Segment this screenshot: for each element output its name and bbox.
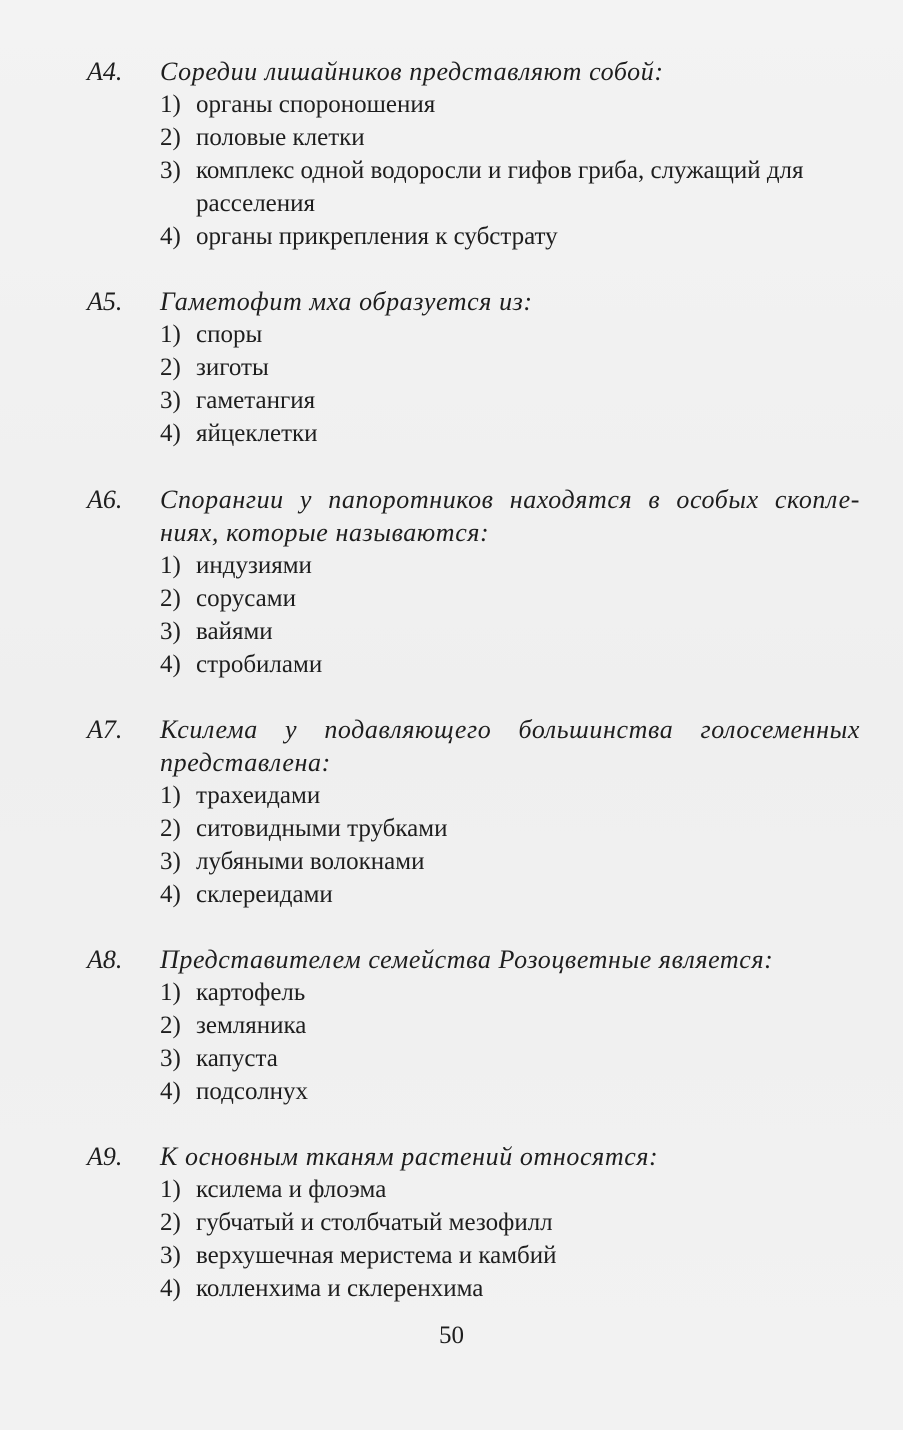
question-text [160,285,860,318]
option-number: 2) [160,1012,181,1039]
option-text-continuation: расселения [196,190,316,217]
question-text [160,943,860,976]
option-number: 3) [160,618,181,645]
option-number: 2) [160,354,181,381]
question-text-line: Представителем семейства Розоцветные является: [160,945,774,974]
answer-option [160,549,312,582]
option-number: 3) [160,848,181,875]
answer-option [160,615,273,648]
option-text: вайями [196,618,273,645]
answer-option [160,812,447,845]
option-text: гаметангия [196,387,316,414]
option-number: 4) [160,223,181,250]
answer-option [160,121,365,154]
answer-option [160,1206,553,1239]
answer-option [160,1009,306,1042]
option-number: 4) [160,881,181,908]
option-text: колленхима и склеренхима [196,1275,484,1302]
option-text: половые клетки [196,124,365,151]
option-number: 1) [160,979,181,1006]
option-number: 4) [160,1078,181,1105]
question-number: А6. [87,485,123,514]
answer-option [160,1239,557,1272]
option-number: 2) [160,124,181,151]
option-number: 1) [160,321,181,348]
answer-option [160,845,424,878]
answer-option [160,220,558,253]
option-number: 4) [160,1275,181,1302]
answer-option [160,88,435,121]
question-text-line: Ксилема у подавляющего большинства голосеменных [160,715,860,744]
answer-option [160,648,322,681]
option-number: 2) [160,585,181,612]
option-number: 3) [160,157,181,184]
question-number: А5. [87,287,123,316]
answer-option [160,417,318,450]
question-number: А8. [87,945,123,974]
question-text [160,55,860,88]
option-number: 1) [160,91,181,118]
option-text: губчатый и столбчатый мезофилл [196,1209,553,1236]
option-text: капуста [196,1045,278,1072]
question-text-line: представлена: [160,748,331,777]
answer-option [160,351,269,384]
answer-option [160,878,333,911]
option-text: органы спороношения [196,91,436,118]
option-number: 3) [160,1045,181,1072]
option-number: 3) [160,1242,181,1269]
answer-option [160,384,315,417]
answer-option [160,779,320,812]
option-text: органы прикрепления к субстрату [196,223,558,250]
answer-option [160,1042,278,1075]
option-text: споры [196,321,263,348]
option-number: 3) [160,387,181,414]
option-number: 2) [160,815,181,842]
option-text: индузиями [196,552,312,579]
question-text [160,1140,860,1173]
option-text: комплекс одной водоросли и гифов гриба, служащий для [196,157,804,184]
answer-option [160,1173,386,1206]
option-number: 4) [160,420,181,447]
question-number: А4. [87,57,123,86]
option-number: 2) [160,1209,181,1236]
option-text: картофель [196,979,306,1006]
option-text: верхушечная меристема и камбий [196,1242,557,1269]
answer-option [160,154,804,187]
option-number: 1) [160,552,181,579]
answer-option [160,582,296,615]
option-number: 1) [160,1176,181,1203]
option-text: склереидами [196,881,333,908]
option-text: яйцеклетки [196,420,318,447]
answer-option [160,976,305,1009]
option-number: 4) [160,651,181,678]
option-text: ксилема и флоэма [196,1176,387,1203]
question-number: А9. [87,1142,123,1171]
option-number: 1) [160,782,181,809]
option-text: земляника [196,1012,307,1039]
answer-option [160,1272,483,1305]
option-text: зиготы [196,354,269,381]
option-text: стробилами [196,651,323,678]
page-number: 50 [439,1322,464,1349]
option-text: сорусами [196,585,296,612]
option-text: ситовидными трубками [196,815,448,842]
question-number: А7. [87,715,123,744]
question-text-line: Спорангии у папоротников находятся в особых скопле- [160,485,860,514]
question-text-line: ниях, которые называются: [160,518,490,547]
option-text: трахеидами [196,782,321,809]
answer-option [160,318,262,351]
option-text: лубяными волокнами [196,848,425,875]
question-text-line: Гаметофит мха образуется из: [160,287,533,316]
option-text: подсолнух [196,1078,308,1105]
question-text-line: К основным тканям растений относятся: [160,1142,659,1171]
question-text-line: Соредии лишайников представляют собой: [160,57,664,86]
answer-option [160,1075,308,1108]
